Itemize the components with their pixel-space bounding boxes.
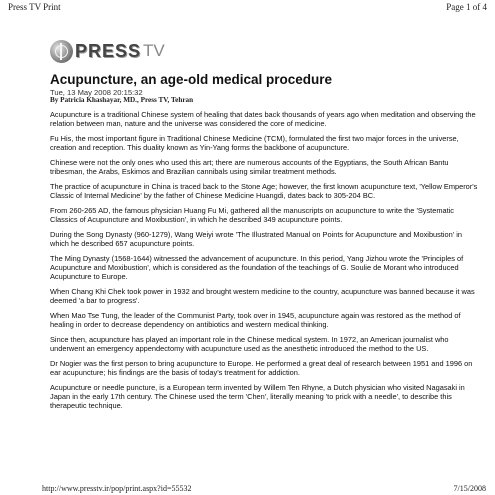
paragraph: Fu His, the most important figure in Traditional Chinese Medicine (TCM), formulated the first two major forces in the universe, creation and reception. This duality known as Yin-Yang forms the backbone of acupuncture. [50,134,459,152]
paragraph: During the Song Dynasty (960-1279), Wang Weiyi wrote 'The Illustrated Manual on Points for Acupuncture and Moxibustion' in which he described 657 acupuncture points. [50,230,462,248]
paragraph: From 260-265 AD, the famous physician Huang Fu Mi, gathered all the manuscripts on acupuncture to write the 'Systematic Classics of Acupuncture and Moxibustion', in which he described 349 acupuncture points. [50,206,454,224]
paragraph: The practice of acupuncture in China is traced back to the Stone Age; however, the first known acupuncture text, 'Yellow Emperor's Classic of Internal Medicine' by the father of Chinese Medicine Huangdi, dates back to 305-204 BC. [50,182,478,200]
article-body [50,110,482,416]
article-title: Acupuncture, an age-old medical procedure [50,72,333,87]
paragraph: When Mao Tse Tung, the leader of the Communist Party, took over in 1945, acupuncture again was restored as the method of healing in order to decrease dependency on antibiotics and western medical thinking. [50,311,461,329]
paragraph: Chinese were not the only ones who used this art; there are numerous accounts of the Egyptians, the South African Bantu tribesman, the Arabs, Eskimos and Brazilian cannibals using similar treatment methods. [50,158,449,176]
paragraph: Dr Nogier was the first person to bring acupuncture to Europe. He performed a great deal of research between 1951 and 1996 on ear acupuncture; his findings are the basis of today's treatment for addiction. [50,359,473,377]
paragraph: Acupuncture is a traditional Chinese system of healing that dates back thousands of years ago when meditation and observing the relation between man, nature and the universe was considered the core of medicine. [50,110,476,128]
print-date: 7/15/2008 [453,484,486,493]
page-number: Page 1 of 4 [446,2,487,12]
paragraph: Since then, acupuncture has played an important role in the Chinese medical system. In 1972, an American journalist who underwent an emergency appendectomy with acupuncture used as the anesthetic introduced the method to the US. [50,335,449,353]
page-url: http://www.presstv.ir/pop/print.aspx?id=55532 [42,484,192,493]
paragraph: Acupuncture or needle puncture, is a European term invented by Willem Ten Rhyne, a Dutch physician who visited Nagasaki in Japan in the early 17th century. The Chinese used the term 'Chen', literally meaning 'to prick with a needle', to describe this therapeutic technique. [50,383,465,410]
logo-word: PRESS [75,40,142,61]
presstv-logo [50,38,165,64]
logo-suffix: TV [143,41,165,60]
article-date: Tue, 13 May 2008 20:15:32 [50,88,143,97]
paragraph: When Chang Khi Chek took power in 1932 and brought western medicine to the country, acupuncture was banned because it was deemed 'a bar to progress'. [50,287,475,305]
globe-icon [50,40,73,63]
print-header-title: Press TV Print [8,2,61,12]
article-byline: By Patricia Khashayar, MD., Press TV, Tehran [50,96,194,104]
paragraph: The Ming Dynasty (1568-1644) witnessed the advancement of acupuncture. In this period, Yang Jizhou wrote the 'Principles of Acupuncture and Moxibustion', which is considered as the foundation of the teachings of G. Soulie de Morant who introduced Acupuncture to Europe. [50,254,464,281]
